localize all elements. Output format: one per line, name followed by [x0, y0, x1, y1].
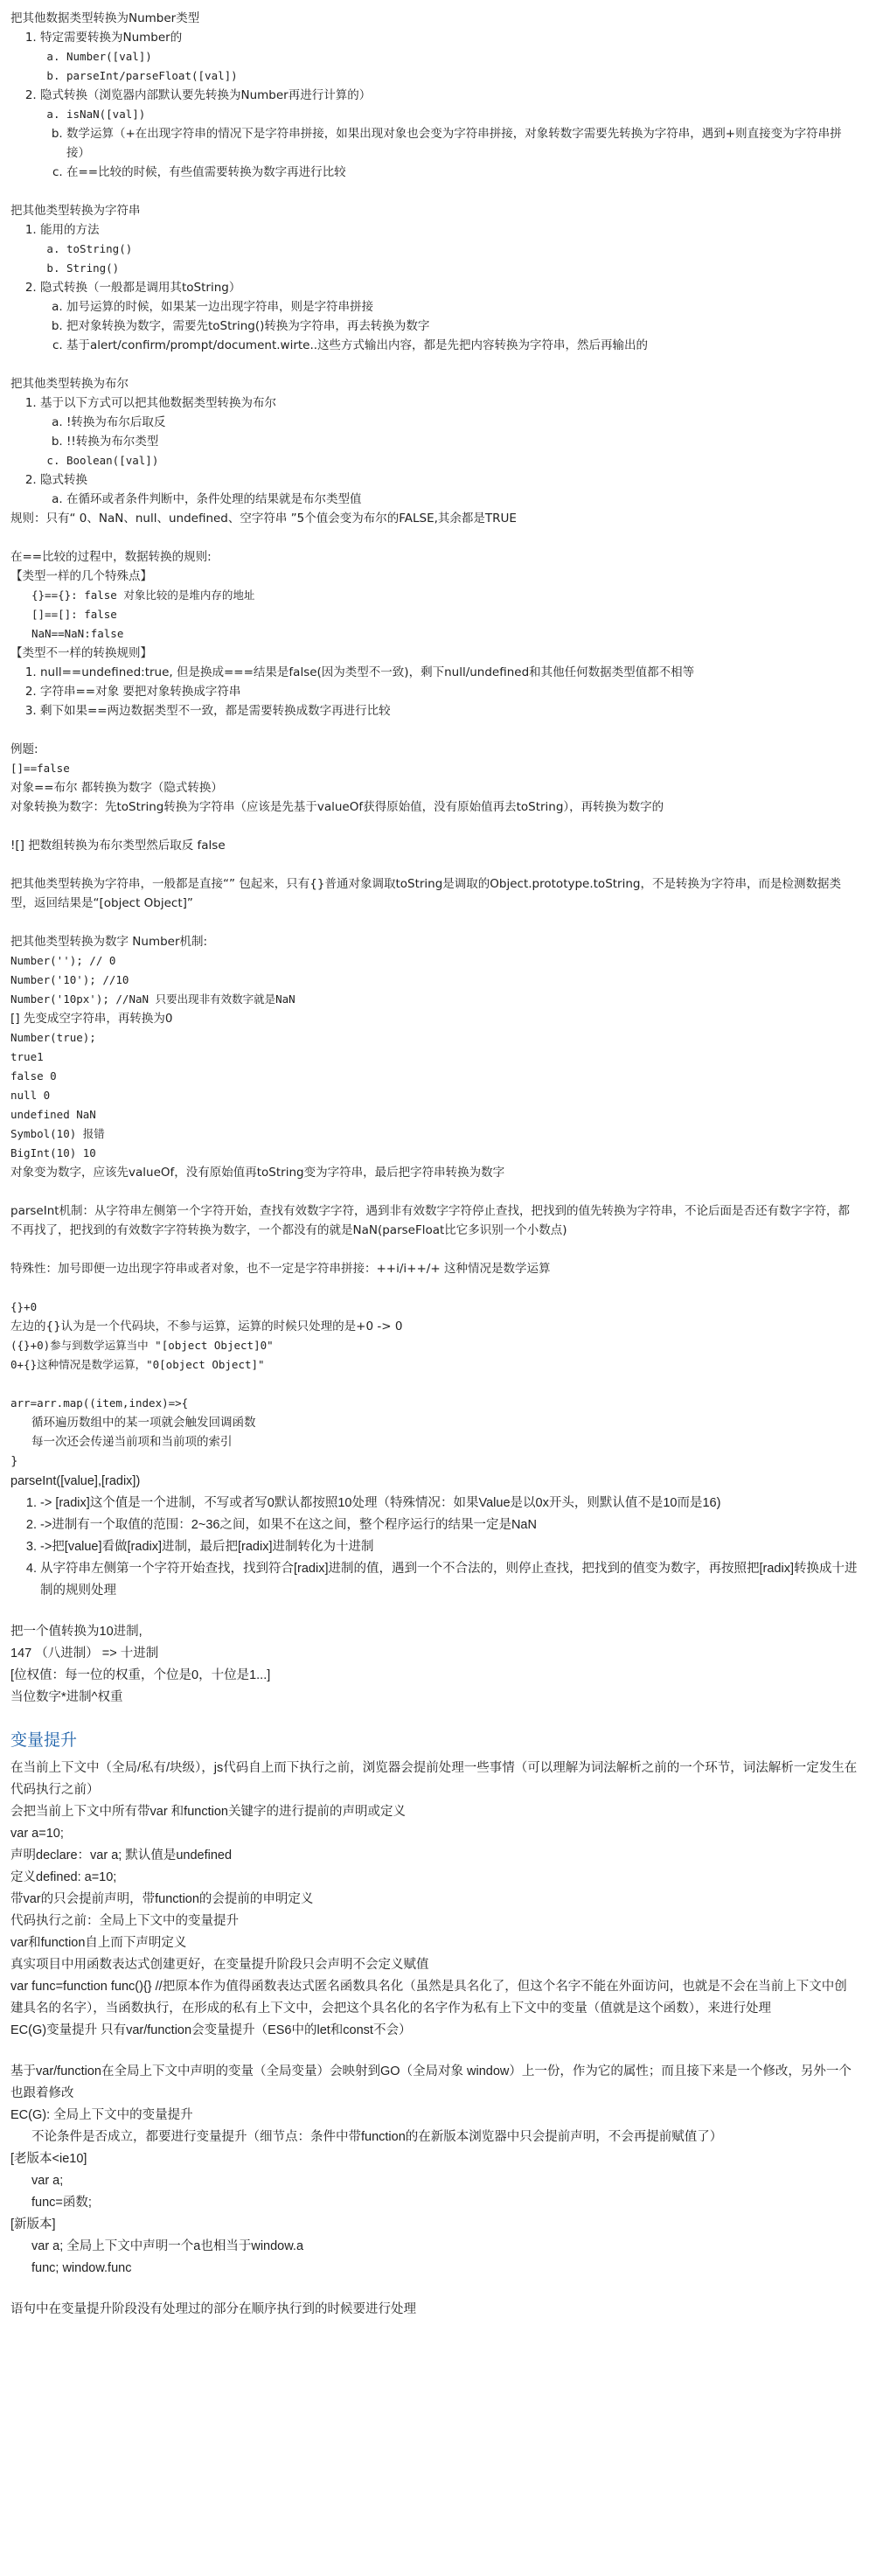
- text-line: var和function自上而下声明定义: [10, 1936, 187, 1950]
- text-line: func; window.func: [31, 2261, 132, 2275]
- list-item: c. 在==比较的时候，有些值需要转换为数字再进行比较: [66, 163, 859, 182]
- code-line: Number(''); // 0: [10, 954, 116, 967]
- code-line: arr=arr.map((item,index)=>{: [10, 1396, 189, 1410]
- list-item: b. parseInt/parseFloat([val]): [66, 66, 859, 86]
- list-item: 2. 隐式转换（一般都是调用其toString） a. 加号运算的时候，如果某一边出现字符串，则是字符串拼接 b. 把对象转换为数字，需要先toString()转换为字符串，再去转换为数字 c. 基于alert/confirm/prompt/document.wirte..这些方式输出内容，都是先把内容转换为字符串，然后再输出的: [40, 278, 859, 355]
- list-item: a. 在循环或者条件判断中，条件处理的结果就是布尔类型值: [66, 490, 859, 509]
- paragraph: 把其他类型转换为字符串，一般都是直接“” 包起来，只有{}普通对象调取toString是调取的Object.prototype.toString，不是转换为字符串，而是检测数据类型，返回结果是“[object Object]”: [10, 877, 841, 910]
- list-item: 2. ->进制有一个取值的范围：2~36之间，如果不在这之间，整个程序运行的结果一定是NaN: [40, 1514, 859, 1536]
- code-line: Number(true);: [10, 1031, 96, 1044]
- list-item: 2. 隐式转换（浏览器内部默认要先转换为Number再进行计算的） a. isNaN([val]) b. 数学运算（+在出现字符串的情况下是字符串拼接，如果出现对象也会变为字符串拼接，对象转数字需要先转换为字符串，遇到+则直接变为字符串拼接） c. 在==比较的时候，有些值需要转换为数字再进行比较: [40, 86, 859, 182]
- text-line: 会把当前上下文中所有带var 和function关键字的进行提前的声明或定义: [10, 1805, 406, 1819]
- section-radix: [10, 1621, 859, 1709]
- text-line: EC(G): 全局上下文中的变量提升: [10, 2108, 193, 2122]
- text-line: }: [10, 1454, 18, 1468]
- text-line: 对象转换为数字：先toString转换为字符串（应该是先基于valueOf获得原始值，没有原始值再去toString），再转换为数字的: [10, 800, 664, 814]
- text-line: var a=10;: [10, 1827, 64, 1841]
- code-line: 0+{}这种情况是数学运算，"0[object Object]": [10, 1358, 265, 1371]
- list-item: c. Boolean([val]): [66, 451, 859, 470]
- code-line: false 0: [10, 1069, 57, 1083]
- section-map-parseint: [10, 1394, 859, 1602]
- text-line: 不论条件是否成立，都要进行变量提升（细节点：条件中带function的在新版本浏览器中只会提前声明，不会再提前赋值了）: [31, 2130, 723, 2144]
- section-heading: 变量提升: [10, 1730, 78, 1750]
- list-item: b. 把对象转换为数字，需要先toString()转换为字符串，再去转换为数字: [66, 317, 859, 336]
- text-line: 循环遍历数组中的某一项就会触发回调函数: [31, 1416, 256, 1430]
- list-item: a. !转换为布尔后取反: [66, 413, 859, 432]
- text-line: 当位数字*进制^权重: [10, 1690, 123, 1704]
- section-tostring-note: [10, 874, 859, 913]
- list-item: 4. 从字符串左侧第一个字符开始查找，找到符合[radix]进制的值，遇到一个不合法的，则停止查找，把找到的值变为数字，再按照把[radix]转换成十进制的规则处理: [40, 1558, 859, 1602]
- text-line: 左边的{}认为是一个代码块，不参与运算，运算的时候只处理的是+0 -> 0: [10, 1319, 403, 1333]
- section-parseint: [10, 1201, 859, 1278]
- list-item: 3. 剩下如果==两边数据类型不一致，都是需要转换成数字再进行比较: [40, 701, 859, 721]
- section-number-mechanism: [10, 932, 859, 1182]
- text-line: 定义defined: a=10;: [10, 1870, 117, 1884]
- section-title: 把其他数据类型转换为Number类型: [10, 11, 200, 25]
- code-line: Number('10px'); //NaN 只要出现非有效数字就是NaN: [10, 992, 295, 1006]
- code-line: BigInt(10) 10: [10, 1146, 96, 1159]
- code-line: {}+0: [10, 1300, 38, 1313]
- code-line: Number('10'); //10: [10, 973, 129, 986]
- section-title: 把其他类型转换为布尔: [10, 377, 129, 391]
- code-line: true1: [10, 1050, 44, 1063]
- text-line: 真实项目中用函数表达式创建更好，在变量提升阶段只会声明不会定义赋值: [10, 1958, 429, 1972]
- section-title: 把其他类型转换为字符串: [10, 204, 141, 218]
- text-line: []==[]: false: [31, 608, 117, 621]
- text-line: {}=={}: false 对象比较的是堆内存的地址: [31, 588, 255, 602]
- text-line: func=函数;: [31, 2196, 92, 2210]
- section-example: [10, 740, 859, 855]
- text-line: [老版本<ie10]: [10, 2152, 87, 2166]
- text-line: EC(G)变量提升 只有var/function会变量提升（ES6中的let和const不会）: [10, 2023, 412, 2037]
- list-item: 1. -> [radix]这个值是一个进制，不写或者写0默认都按照10处理（特殊情况：如果Value是以0x开头，则默认值不是10而是16): [40, 1493, 859, 1514]
- text-line: NaN==NaN:false: [31, 627, 124, 640]
- paragraph: 在当前上下文中（全局/私有/块级），js代码自上而下执行之前，浏览器会提前处理一些事情（可以理解为词法解析之前的一个环节，词法解析一定发生在代码执行之前）: [10, 1761, 858, 1797]
- text-line: 把其他类型转换为数字 Number机制:: [10, 935, 208, 949]
- list-item: 3. ->把[value]看做[radix]进制，最后把[radix]进制转化为十进制: [40, 1536, 859, 1558]
- paragraph: var func=function func(){} //把原本作为值得函数表达式匿名函数具名化（虽然是具名化了，但这个名字不能在外面访问，也就是不会在当前上下文中创建具名的名字），当函数执行，在形成的私有上下文中，会把这个具名化的名字作为私有上下文中的变量（值就是这个函数），来进行处理: [10, 1980, 847, 2016]
- code-line: ({}+0)参与到数学运算当中 "[object Object]0": [10, 1339, 274, 1352]
- code-line: Symbol(10) 报错: [10, 1127, 105, 1140]
- section-hoisting: [10, 1728, 859, 2321]
- text-line: ![] 把数组转换为布尔类型然后取反 false: [10, 839, 226, 853]
- list-item: 2. 字符串==对象 要把对象转换成字符串: [40, 682, 859, 701]
- list-item: b. 数学运算（+在出现字符串的情况下是字符串拼接，如果出现对象也会变为字符串拼接，对象转数字需要先转换为字符串，遇到+则直接变为字符串拼接）: [66, 124, 859, 163]
- list-item: 2. 隐式转换 a. 在循环或者条件判断中，条件处理的结果就是布尔类型值: [40, 470, 859, 509]
- list-item: 1. 能用的方法 a. toString() b. String(): [40, 220, 859, 278]
- list-item: a. toString(): [66, 240, 859, 259]
- list-item: b. !!转换为布尔类型: [66, 432, 859, 451]
- paragraph: 基于var/function在全局上下文中声明的变量（全局变量）会映射到GO（全局对象 window）上一份，作为它的属性；而且接下来是一个修改，另外一个也跟着修改: [10, 2064, 852, 2100]
- code-line: null 0: [10, 1089, 51, 1102]
- section-double-equals: [10, 547, 859, 721]
- section-to-string: [10, 201, 859, 355]
- list-item: 1. 基于以下方式可以把其他数据类型转换为布尔 a. !转换为布尔后取反 b. !!转换为布尔类型 c. Boolean([val]): [40, 393, 859, 470]
- paragraph: parseInt机制：从字符串左侧第一个字符开始，查找有效数字字符，遇到非有效数字字符停止查找，把找到的值先转换为字符串，不论后面是否还有数字字符，都不再找了，把找到的有效数字字符转换为数字，一个都没有的就是NaN(parseFloat比它多识别一个小数点): [10, 1204, 851, 1237]
- list-item: a. 加号运算的时候，如果某一边出现字符串，则是字符串拼接: [66, 297, 859, 317]
- section-title: 在==比较的过程中，数据转换的规则:: [10, 550, 212, 564]
- text-line: parseInt([value],[radix]): [10, 1474, 141, 1488]
- list-item: 1. null==undefined:true, 但是换成===结果是false(因为类型不一致)，剩下null/undefined和其他任何数据类型值都不相等: [40, 663, 859, 682]
- text-line: [位权值：每一位的权重，个位是0，十位是1...]: [10, 1668, 271, 1682]
- list-item: c. 基于alert/confirm/prompt/document.wirte..这些方式输出内容，都是先把内容转换为字符串，然后再输出的: [66, 336, 859, 355]
- text-line: 例题:: [10, 742, 38, 756]
- text-line: 每一次还会传递当前项和当前项的索引: [31, 1435, 233, 1449]
- text-line: 对象==布尔 都转换为数字（隐式转换）: [10, 781, 223, 795]
- text-line: var a;: [31, 2174, 64, 2188]
- section-object-plus: [10, 1298, 859, 1375]
- text-line: []==false: [10, 762, 70, 775]
- text-line: [新版本]: [10, 2217, 56, 2231]
- section-to-number: [10, 9, 859, 182]
- text-line: 声明declare：var a; 默认值是undefined: [10, 1848, 233, 1862]
- text-line: var a; 全局上下文中声明一个a也相当于window.a: [31, 2239, 304, 2253]
- text-line: 147 （八进制） => 十进制: [10, 1647, 159, 1660]
- text-line: 带var的只会提前声明，带function的会提前的申明定义: [10, 1892, 314, 1906]
- list-item: a. isNaN([val]): [66, 105, 859, 124]
- list-item: 1. 特定需要转换为Number的 a. Number([val]) b. parseInt/parseFloat([val]): [40, 28, 859, 86]
- section-to-boolean: [10, 374, 859, 528]
- list-item: b. String(): [66, 259, 859, 278]
- text-line: 把一个值转换为10进制,: [10, 1625, 143, 1639]
- text-line: 代码执行之前：全局上下文中的变量提升: [10, 1914, 239, 1928]
- text-line: 语句中在变量提升阶段没有处理过的部分在顺序执行到的时候要进行处理: [10, 2302, 416, 2316]
- code-line: undefined NaN: [10, 1108, 96, 1121]
- subheading: 【类型一样的几个特殊点】: [10, 569, 152, 583]
- text-line: 对象变为数字，应该先valueOf，没有原始值再toString变为字符串，最后把字符串转换为数字: [10, 1166, 505, 1180]
- rule-text: 规则：只有“ 0、NaN、null、undefined、空字符串 ”5个值会变为布尔的FALSE,其余都是TRUE: [10, 512, 517, 526]
- list: [10, 28, 859, 182]
- list-item: a. Number([val]): [66, 47, 859, 66]
- text-line: [] 先变成空字符串，再转换为0: [10, 1012, 173, 1026]
- paragraph: 特殊性：加号即便一边出现字符串或者对象，也不一定是字符串拼接：++i/i++/+ 这种情况是数学运算: [10, 1262, 551, 1276]
- subheading: 【类型不一样的转换规则】: [10, 646, 152, 660]
